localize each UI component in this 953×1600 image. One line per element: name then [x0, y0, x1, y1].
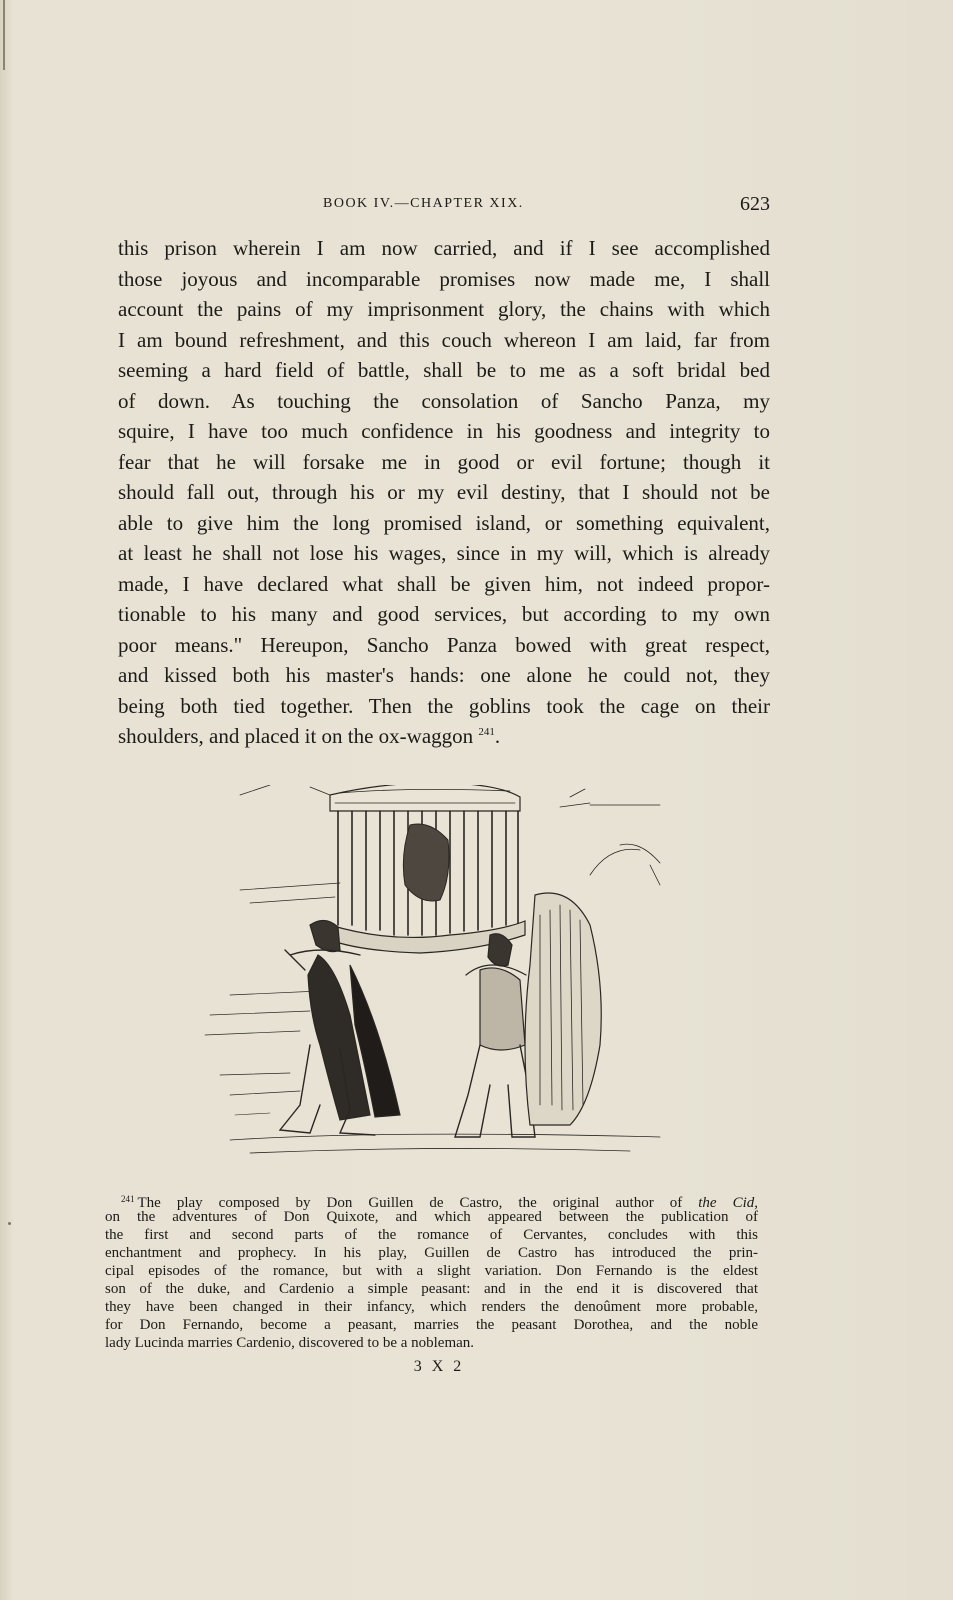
footnote-line: the first and second parts of the romance of Cervantes, concludes with this: [105, 1227, 758, 1243]
footnote-line: enchantment and prophecy. In his play, Guillen de Castro has introduced the prin-: [105, 1245, 758, 1261]
text-line: being both tied together. Then the goblins took the cage on their: [118, 693, 770, 718]
footnote-line: for Don Fernando, become a peasant, marries the peasant Dorothea, and the noble: [105, 1317, 758, 1333]
text-line: this prison wherein I am now carried, and if I see accomplished: [118, 236, 770, 260]
footnote-first-line-end: ,: [754, 1195, 758, 1211]
footnote: [105, 1190, 758, 1352]
page-header: [118, 193, 770, 217]
last-line-text: shoulders, and placed it on the ox-waggon: [118, 724, 474, 748]
text-line: and kissed both his master's hands: one alone he could not, they: [118, 663, 770, 687]
footnote-line: son of the duke, and Cardenio a simple peasant: and in the end it is discovered that: [105, 1281, 758, 1297]
text-line: tionable to his many and good services, but according to my own: [118, 602, 770, 626]
signature-text: 3 X 2: [413, 1358, 465, 1375]
footnote-line: cipal episodes of the romance, but with a slight variation. Don Fernando is the eldest: [105, 1263, 758, 1279]
text-line: at least he shall not lose his wages, since in my will, which is already: [118, 541, 770, 565]
text-line: I am bound refreshment, and this couch whereon I am laid, far from: [118, 327, 770, 352]
text-line: made, I have declared what shall be given him, not indeed propor-: [118, 571, 770, 596]
footnote-line: on the adventures of Don Quixote, and which appeared between the publication of: [105, 1209, 758, 1225]
page-edge-mark: [3, 0, 5, 70]
footnote-line-last: lady Lucinda marries Cardenio, discovered to be a nobleman.: [105, 1335, 475, 1351]
body-text: [118, 233, 770, 752]
text-line: of down. As touching the consolation of Sancho Panza, my: [118, 388, 770, 413]
footnote-italic-title: the Cid: [698, 1195, 755, 1211]
running-head: BOOK IV.—CHAPTER XIX.: [323, 196, 524, 211]
page-speck: [8, 1222, 11, 1225]
text-line: seeming a hard field of battle, shall be to me as a soft bridal bed: [118, 358, 770, 382]
footnote-number: 241: [121, 1194, 135, 1204]
text-line: squire, I have too much confidence in his goodness and integrity to: [118, 419, 770, 443]
footnote-first-line: [105, 1190, 758, 1211]
text-line: those joyous and incomparable promises now made me, I shall: [118, 266, 770, 291]
engraving-illustration: [190, 785, 690, 1170]
text-line: account the pains of my imprisonment glory, the chains with which: [118, 297, 770, 321]
text-line: able to give him the long promised island, or something equivalent,: [118, 510, 770, 535]
footnote-reference: 241: [478, 726, 495, 738]
text-line-last: shoulders, and placed it on the ox-waggon $^{241}$.: [118, 724, 501, 748]
page-number: 623: [740, 193, 770, 215]
text-line: poor means." Hereupon, Sancho Panza bowed with great respect,: [118, 632, 770, 657]
text-line: fear that he will forsake me in good or evil fortune; though it: [118, 449, 770, 474]
footnote-line: they have been changed in their infancy, which renders the denoûment more probable,: [105, 1299, 758, 1315]
signature-mark: [0, 1358, 953, 1376]
text-line: should fall out, through his or my evil destiny, that I should not be: [118, 480, 770, 504]
footnote-first-line-start: The play composed by Don Guillen de Castro, the original author of: [137, 1195, 699, 1211]
